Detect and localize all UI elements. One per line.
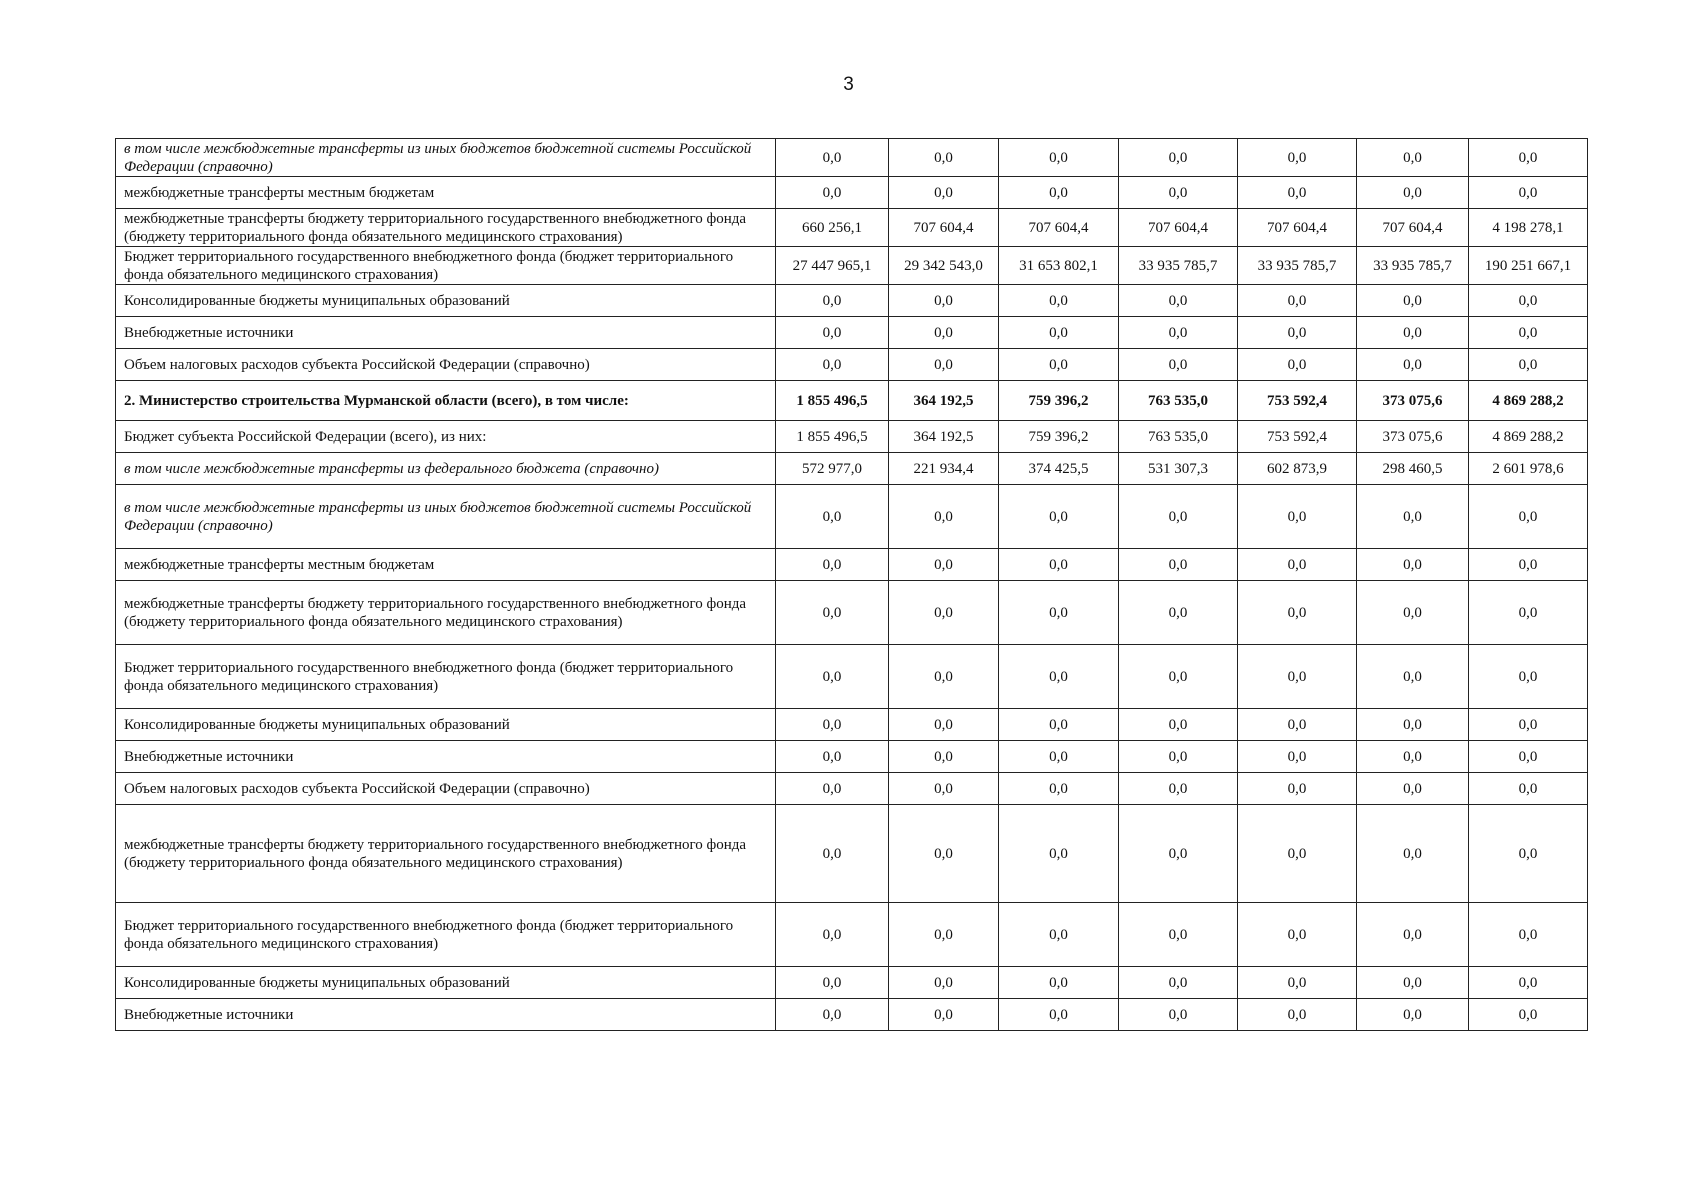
value-cell: 0,0: [1238, 709, 1357, 741]
value-cell: 0,0: [1119, 349, 1238, 381]
value-cell: 0,0: [776, 549, 889, 581]
row-label: Консолидированные бюджеты муниципальных образований: [116, 967, 776, 999]
table-row: [116, 903, 1588, 967]
row-label: Бюджет территориального государственного внебюджетного фонда (бюджет территориального фонда обязательного медицинского страхования): [116, 903, 776, 967]
value-cell: 0,0: [999, 485, 1119, 549]
value-cell: 0,0: [1469, 741, 1588, 773]
value-cell: 0,0: [776, 349, 889, 381]
value-cell: 0,0: [1238, 967, 1357, 999]
row-label: Внебюджетные источники: [116, 741, 776, 773]
value-cell: 0,0: [889, 773, 999, 805]
table-row: [116, 209, 1588, 247]
budget-table-body: [116, 139, 1588, 1031]
value-cell: 759 396,2: [999, 381, 1119, 421]
value-cell: 0,0: [776, 645, 889, 709]
row-label: Бюджет территориального государственного внебюджетного фонда (бюджет территориального фонда обязательного медицинского страхования): [116, 645, 776, 709]
value-cell: 33 935 785,7: [1357, 247, 1469, 285]
table-row: [116, 349, 1588, 381]
value-cell: 0,0: [776, 773, 889, 805]
value-cell: 0,0: [1357, 549, 1469, 581]
value-cell: 0,0: [1119, 903, 1238, 967]
row-label: Внебюджетные источники: [116, 999, 776, 1031]
value-cell: 0,0: [1119, 285, 1238, 317]
value-cell: 0,0: [776, 999, 889, 1031]
value-cell: 0,0: [1238, 177, 1357, 209]
value-cell: 1 855 496,5: [776, 421, 889, 453]
value-cell: 0,0: [999, 349, 1119, 381]
value-cell: 33 935 785,7: [1119, 247, 1238, 285]
value-cell: 4 869 288,2: [1469, 381, 1588, 421]
value-cell: 0,0: [1119, 177, 1238, 209]
value-cell: 0,0: [999, 549, 1119, 581]
value-cell: 0,0: [1357, 741, 1469, 773]
value-cell: 0,0: [1357, 317, 1469, 349]
row-label: Консолидированные бюджеты муниципальных образований: [116, 709, 776, 741]
table-row: [116, 773, 1588, 805]
row-label: межбюджетные трансферты бюджету территориального государственного внебюджетного фонда (бюджету территориального фонда обязательного медицинского страхования): [116, 805, 776, 903]
value-cell: 0,0: [889, 709, 999, 741]
value-cell: 373 075,6: [1357, 381, 1469, 421]
row-label: Бюджет территориального государственного внебюджетного фонда (бюджет территориального фонда обязательного медицинского страхования): [116, 247, 776, 285]
value-cell: 0,0: [1357, 999, 1469, 1031]
table-row: [116, 247, 1588, 285]
value-cell: 190 251 667,1: [1469, 247, 1588, 285]
value-cell: 0,0: [1238, 581, 1357, 645]
value-cell: 364 192,5: [889, 381, 999, 421]
table-row: [116, 139, 1588, 177]
value-cell: 4 869 288,2: [1469, 421, 1588, 453]
value-cell: 27 447 965,1: [776, 247, 889, 285]
value-cell: 0,0: [889, 349, 999, 381]
value-cell: 0,0: [1469, 485, 1588, 549]
table-row: [116, 549, 1588, 581]
table-row: [116, 581, 1588, 645]
value-cell: 0,0: [999, 903, 1119, 967]
value-cell: 531 307,3: [1119, 453, 1238, 485]
row-label: межбюджетные трансферты местным бюджетам: [116, 177, 776, 209]
value-cell: 0,0: [1119, 645, 1238, 709]
value-cell: 0,0: [1119, 709, 1238, 741]
value-cell: 298 460,5: [1357, 453, 1469, 485]
value-cell: 0,0: [999, 999, 1119, 1031]
value-cell: 0,0: [1119, 549, 1238, 581]
value-cell: 0,0: [1357, 581, 1469, 645]
value-cell: 707 604,4: [889, 209, 999, 247]
value-cell: 0,0: [889, 139, 999, 177]
value-cell: 0,0: [776, 177, 889, 209]
value-cell: 0,0: [776, 285, 889, 317]
value-cell: 0,0: [999, 967, 1119, 999]
value-cell: 0,0: [889, 485, 999, 549]
row-label: в том числе межбюджетные трансферты из иных бюджетов бюджетной системы Российской Федерации (справочно): [116, 485, 776, 549]
value-cell: 0,0: [776, 967, 889, 999]
row-label: Внебюджетные источники: [116, 317, 776, 349]
value-cell: 0,0: [1238, 285, 1357, 317]
table-row: [116, 421, 1588, 453]
value-cell: 707 604,4: [1238, 209, 1357, 247]
value-cell: 0,0: [889, 967, 999, 999]
value-cell: 0,0: [889, 285, 999, 317]
value-cell: 4 198 278,1: [1469, 209, 1588, 247]
value-cell: 2 601 978,6: [1469, 453, 1588, 485]
row-label: Консолидированные бюджеты муниципальных образований: [116, 285, 776, 317]
value-cell: 0,0: [1469, 967, 1588, 999]
value-cell: 0,0: [776, 903, 889, 967]
value-cell: 0,0: [889, 903, 999, 967]
row-label: межбюджетные трансферты бюджету территориального государственного внебюджетного фонда (бюджету территориального фонда обязательного медицинского страхования): [116, 209, 776, 247]
value-cell: 0,0: [1357, 805, 1469, 903]
table-row: [116, 453, 1588, 485]
value-cell: 0,0: [999, 177, 1119, 209]
value-cell: 374 425,5: [999, 453, 1119, 485]
value-cell: 0,0: [889, 317, 999, 349]
value-cell: 0,0: [889, 549, 999, 581]
table-row: [116, 967, 1588, 999]
value-cell: 0,0: [1119, 805, 1238, 903]
value-cell: 0,0: [1119, 773, 1238, 805]
value-cell: 0,0: [1238, 485, 1357, 549]
value-cell: 0,0: [889, 581, 999, 645]
value-cell: 0,0: [776, 317, 889, 349]
value-cell: 0,0: [1119, 967, 1238, 999]
value-cell: 0,0: [1469, 549, 1588, 581]
page-number: 3: [843, 74, 854, 95]
value-cell: 31 653 802,1: [999, 247, 1119, 285]
value-cell: 0,0: [1469, 773, 1588, 805]
value-cell: 0,0: [889, 805, 999, 903]
value-cell: 0,0: [776, 139, 889, 177]
value-cell: 0,0: [1357, 967, 1469, 999]
value-cell: 0,0: [999, 285, 1119, 317]
table-row: [116, 805, 1588, 903]
value-cell: 0,0: [999, 581, 1119, 645]
value-cell: 0,0: [1238, 773, 1357, 805]
row-label: в том числе межбюджетные трансферты из иных бюджетов бюджетной системы Российской Федерации (справочно): [116, 139, 776, 177]
value-cell: 0,0: [1469, 805, 1588, 903]
table-row: [116, 177, 1588, 209]
value-cell: 0,0: [999, 773, 1119, 805]
row-label: Объем налоговых расходов субъекта Российской Федерации (справочно): [116, 349, 776, 381]
value-cell: 0,0: [776, 741, 889, 773]
table-row: [116, 709, 1588, 741]
value-cell: 0,0: [1238, 645, 1357, 709]
value-cell: 0,0: [1238, 999, 1357, 1031]
value-cell: 763 535,0: [1119, 421, 1238, 453]
value-cell: 0,0: [1238, 903, 1357, 967]
value-cell: 33 935 785,7: [1238, 247, 1357, 285]
table-row: [116, 317, 1588, 349]
value-cell: 572 977,0: [776, 453, 889, 485]
value-cell: 0,0: [1357, 773, 1469, 805]
value-cell: 29 342 543,0: [889, 247, 999, 285]
value-cell: 0,0: [1357, 709, 1469, 741]
value-cell: 753 592,4: [1238, 381, 1357, 421]
value-cell: 0,0: [999, 805, 1119, 903]
row-label: Бюджет субъекта Российской Федерации (всего), из них:: [116, 421, 776, 453]
value-cell: 0,0: [776, 709, 889, 741]
value-cell: 0,0: [1357, 485, 1469, 549]
value-cell: 0,0: [1119, 741, 1238, 773]
value-cell: 221 934,4: [889, 453, 999, 485]
value-cell: 0,0: [1238, 317, 1357, 349]
row-label: 2. Министерство строительства Мурманской области (всего), в том числе:: [116, 381, 776, 421]
value-cell: 0,0: [1357, 139, 1469, 177]
value-cell: 0,0: [999, 139, 1119, 177]
value-cell: 0,0: [1469, 349, 1588, 381]
value-cell: 0,0: [999, 741, 1119, 773]
value-cell: 0,0: [889, 645, 999, 709]
table-row: [116, 645, 1588, 709]
value-cell: 373 075,6: [1357, 421, 1469, 453]
value-cell: 0,0: [1469, 317, 1588, 349]
value-cell: 707 604,4: [1119, 209, 1238, 247]
value-cell: 0,0: [1357, 645, 1469, 709]
value-cell: 0,0: [1238, 741, 1357, 773]
value-cell: 0,0: [776, 485, 889, 549]
value-cell: 0,0: [889, 999, 999, 1031]
value-cell: 0,0: [1238, 549, 1357, 581]
value-cell: 0,0: [1119, 139, 1238, 177]
table-row: [116, 741, 1588, 773]
value-cell: 0,0: [776, 581, 889, 645]
row-label: межбюджетные трансферты бюджету территориального государственного внебюджетного фонда (бюджету территориального фонда обязательного медицинского страхования): [116, 581, 776, 645]
value-cell: 0,0: [889, 741, 999, 773]
value-cell: 0,0: [1469, 177, 1588, 209]
value-cell: 364 192,5: [889, 421, 999, 453]
row-label: межбюджетные трансферты местным бюджетам: [116, 549, 776, 581]
value-cell: 0,0: [889, 177, 999, 209]
table-row: [116, 381, 1588, 421]
value-cell: 660 256,1: [776, 209, 889, 247]
value-cell: 1 855 496,5: [776, 381, 889, 421]
value-cell: 0,0: [999, 645, 1119, 709]
value-cell: 602 873,9: [1238, 453, 1357, 485]
value-cell: 0,0: [1238, 805, 1357, 903]
value-cell: 0,0: [776, 805, 889, 903]
value-cell: 0,0: [1119, 581, 1238, 645]
value-cell: 0,0: [1357, 177, 1469, 209]
table-row: [116, 999, 1588, 1031]
row-label: Объем налоговых расходов субъекта Российской Федерации (справочно): [116, 773, 776, 805]
row-label: в том числе межбюджетные трансферты из федерального бюджета (справочно): [116, 453, 776, 485]
value-cell: 0,0: [1469, 285, 1588, 317]
value-cell: 759 396,2: [999, 421, 1119, 453]
value-cell: 0,0: [999, 709, 1119, 741]
value-cell: 0,0: [1119, 999, 1238, 1031]
value-cell: 0,0: [1469, 139, 1588, 177]
value-cell: 0,0: [1238, 139, 1357, 177]
table-row: [116, 285, 1588, 317]
value-cell: 763 535,0: [1119, 381, 1238, 421]
value-cell: 753 592,4: [1238, 421, 1357, 453]
value-cell: 0,0: [1119, 485, 1238, 549]
value-cell: 707 604,4: [1357, 209, 1469, 247]
table-row: [116, 485, 1588, 549]
value-cell: 0,0: [1357, 903, 1469, 967]
value-cell: 0,0: [1119, 317, 1238, 349]
value-cell: 707 604,4: [999, 209, 1119, 247]
value-cell: 0,0: [1469, 645, 1588, 709]
value-cell: 0,0: [1357, 285, 1469, 317]
value-cell: 0,0: [1469, 709, 1588, 741]
value-cell: 0,0: [1469, 999, 1588, 1031]
value-cell: 0,0: [999, 317, 1119, 349]
value-cell: 0,0: [1469, 581, 1588, 645]
budget-table: [115, 138, 1588, 1031]
value-cell: 0,0: [1238, 349, 1357, 381]
value-cell: 0,0: [1469, 903, 1588, 967]
value-cell: 0,0: [1357, 349, 1469, 381]
